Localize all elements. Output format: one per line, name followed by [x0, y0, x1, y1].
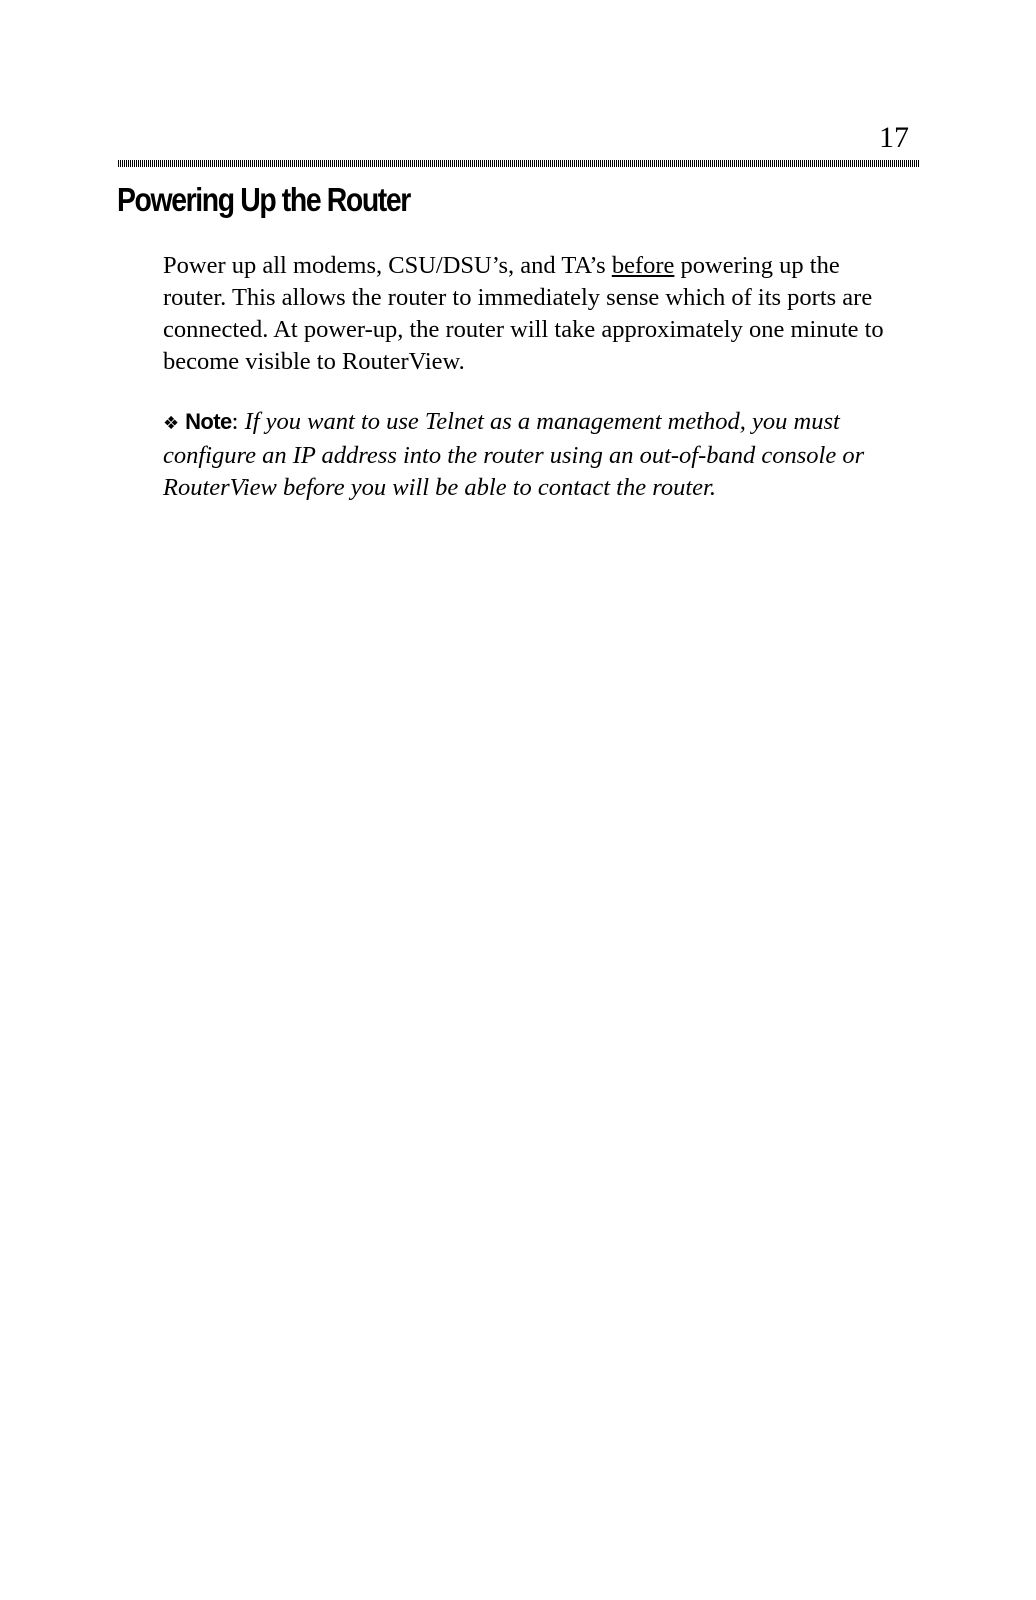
note-text: If you want to use Telnet as a management method, you must configure an IP address into the router using an out-of-band console or RouterView before you will be able to contact the router.	[163, 408, 865, 501]
section-title: Powering Up the Router	[117, 181, 410, 218]
page-number: 17	[879, 121, 909, 154]
paragraph-text-start: Power up all modems, CSU/DSU’s, and TA’s	[163, 252, 612, 279]
paragraph-text-end: powering up the router. This allows the router to immediately sense which of its ports are connected. At power-up, the router will take approximately one minute to become visible to RouterView.	[163, 252, 884, 375]
underlined-word: before	[611, 252, 675, 279]
diamond-bullet-icon: ❖	[163, 413, 180, 434]
note-block	[163, 406, 908, 504]
body-paragraph	[163, 250, 903, 378]
header-rule	[118, 160, 919, 167]
note-label: Note	[185, 409, 232, 434]
note-separator: :	[231, 408, 245, 435]
